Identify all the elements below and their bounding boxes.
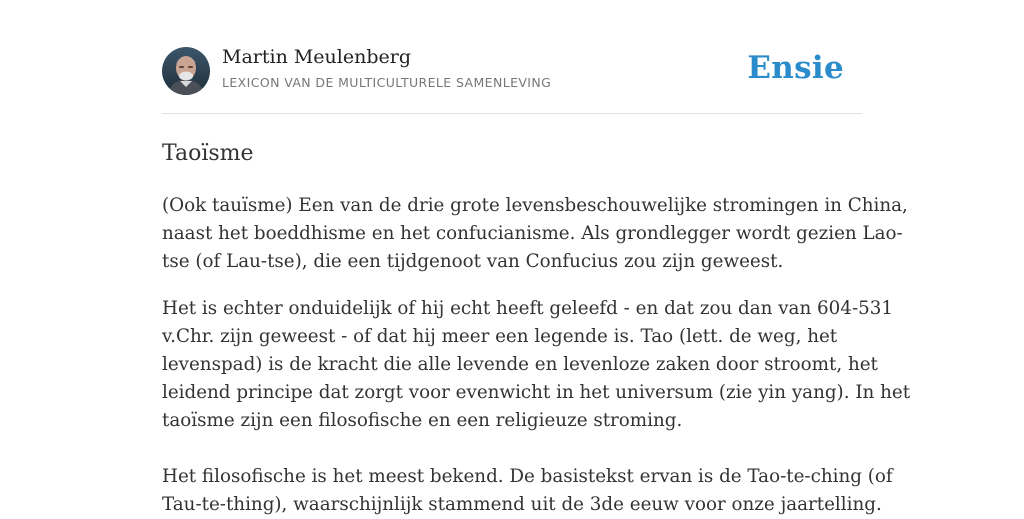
paragraph-line: Het filosofische is het meest bekend. De basistekst ervan is de Tao-te-ching (of: [162, 466, 893, 487]
author-name[interactable]: Martin Meulenberg: [222, 46, 411, 68]
article-title: Taoïsme: [162, 141, 254, 166]
paragraph-line: leidend principe dat zorgt voor evenwicht in het universum (zie yin yang). In het: [162, 382, 911, 403]
paragraph-line: taoïsme zijn een filosofische en een religieuze stroming.: [162, 410, 683, 431]
paragraph-line: (Ook tauïsme) Een van de drie grote levensbeschouwelijke stromingen in China,: [162, 195, 908, 216]
article-paragraph: [162, 192, 908, 276]
author-subtitle[interactable]: LEXICON VAN DE MULTICULTURELE SAMENLEVING: [222, 75, 552, 90]
paragraph-line: naast het boeddhisme en het confucianisme. Als grondlegger wordt gezien Lao-: [162, 223, 903, 244]
author-avatar[interactable]: [162, 47, 210, 95]
page-container: [162, 0, 911, 519]
author-header: [162, 0, 862, 114]
paragraph-line: Tau-te-thing), waarschijnlijk stammend uit de 3de eeuw voor onze jaartelling.: [162, 494, 882, 515]
paragraph-line: tse (of Lau-tse), die een tijdgenoot van Confucius zou zijn geweest.: [162, 251, 784, 272]
paragraph-line: levenspad) is de kracht die alle levende en levenloze zaken door stroomt, het: [162, 354, 878, 375]
article-body: [162, 192, 911, 519]
ensie-logo[interactable]: Ensie: [747, 50, 844, 86]
article-paragraph: [162, 463, 893, 519]
paragraph-line: v.Chr. zijn geweest - of dat hij meer een legende is. Tao (lett. de weg, het: [162, 326, 838, 347]
paragraph-line: Het is echter onduidelijk of hij echt heeft geleefd - en dat zou dan van 604-531: [162, 298, 894, 319]
avatar-photo-icon: [162, 47, 210, 95]
article-paragraph: [162, 295, 911, 435]
